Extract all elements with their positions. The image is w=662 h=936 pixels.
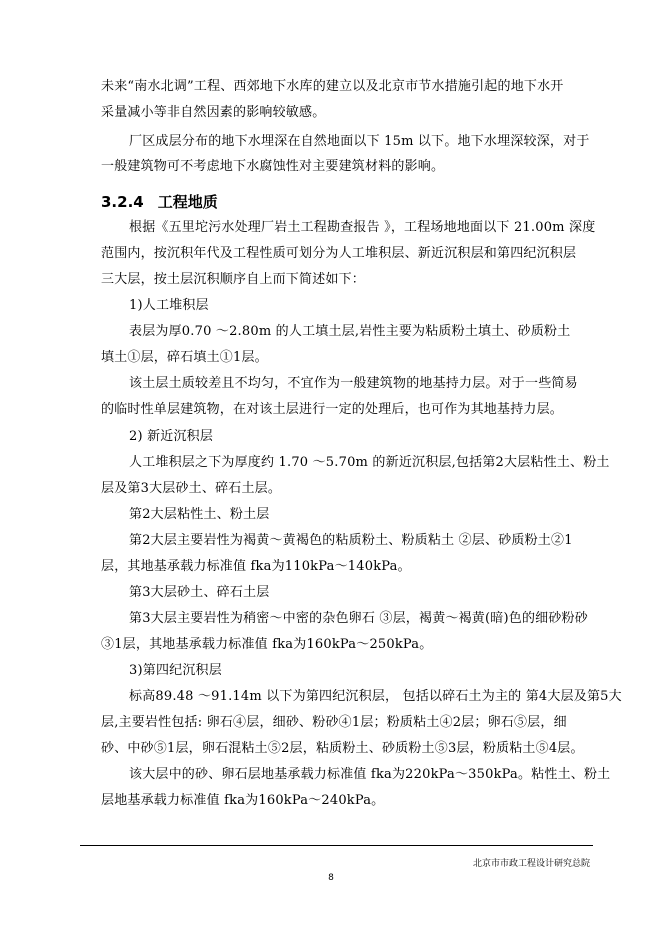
- subsection-heading: 第3大层砂土、碎石土层: [129, 585, 270, 600]
- subsection-heading: 2) 新近沉积层: [129, 429, 214, 444]
- paragraph-line: 采量减小等非自然因素的影响较敏感。: [101, 105, 326, 120]
- paragraph-line: 厂区成层分布的地下水埋深在自然地面以下 15m 以下。地下水埋深较深，对于: [129, 134, 590, 149]
- subsection-heading: 3)第四纪沉积层: [129, 663, 222, 678]
- body-line: 该大层中的砂、卵石层地基承载力标准值 fka为220kPa～350kPa。粘性土、粉土: [129, 767, 611, 782]
- subsection-heading: 1)人工堆积层: [129, 298, 209, 313]
- footer-divider: [80, 845, 593, 846]
- section-heading: [101, 191, 218, 212]
- body-line: ③1层，其地基承载力标准值 fka为160kPa～250kPa。: [101, 637, 433, 652]
- body-line: 三大层，按土层沉积顺序自上而下简述如下：: [101, 272, 366, 287]
- section-number: 3.2.4: [101, 193, 144, 211]
- body-line: 层，其地基承载力标准值 fka为110kPa～140kPa。: [101, 559, 411, 574]
- subsection-heading: 第2大层粘性土、粉土层: [129, 507, 270, 522]
- body-line: 人工堆积层之下为厚度约 1.70 ～5.70m 的新近沉积层,包括第2大层粘性土、粉土: [129, 455, 610, 470]
- paragraph-line: 一般建筑物可不考虑地下水腐蚀性对主要建筑材料的影响。: [101, 159, 445, 174]
- body-line: 层地基承载力标准值 fka为160kPa～240kPa。: [101, 793, 385, 808]
- footer-organization: 北京市市政工程设计研究总院: [472, 859, 590, 869]
- paragraph-line: 未来“南水北调”工程、西郊地下水库的建立以及北京市节水措施引起的地下水开: [101, 79, 564, 94]
- body-line: 该土层土质较差且不均匀，不宜作为一般建筑物的地基持力层。对于一些简易: [129, 376, 578, 391]
- body-line: 第3大层主要岩性为稍密～中密的杂色卵石 ③层，褐黄～褐黄(暗)色的细砂粉砂: [129, 611, 588, 626]
- body-line: 标高89.48 ～91.14m 以下为第四纪沉积层， 包括以碎石土为主的 第4大层及第5大: [129, 689, 622, 704]
- body-line: 第2大层主要岩性为褐黄～黄褐色的粘质粉土、粉质粘土 ②层、砂质粉土②1: [129, 533, 573, 548]
- body-line: 范围内，按沉积年代及工程性质可划分为人工堆积层、新近沉积层和第四纪沉积层: [101, 246, 577, 261]
- body-line: 砂、中砂⑤1层，卵石混粘土⑤2层，粘质粉土、砂质粉土⑤3层，粉质粘土⑤4层。: [101, 741, 584, 756]
- body-line: 根据《五里坨污水处理厂岩土工程勘查报告 》，工程场地地面以下 21.00m 深度: [129, 220, 596, 235]
- page-number: 8: [328, 873, 334, 883]
- body-line: 层及第3大层砂土、碎石土层。: [101, 481, 282, 496]
- body-line: 填土①层，碎石填土①1层。: [101, 350, 268, 365]
- body-line: 层,主要岩性包括: 卵石④层，细砂、粉砂④1层；粉质粘土④2层；卵石⑤层，细: [101, 715, 567, 730]
- section-title: 工程地质: [157, 193, 218, 211]
- body-line: 表层为厚0.70 ～2.80m 的人工填土层,岩性主要为粘质粉土填土、砂质粉土: [129, 324, 571, 339]
- body-line: 的临时性单层建筑物，在对该土层进行一定的处理后，也可作为其地基持力层。: [101, 402, 564, 417]
